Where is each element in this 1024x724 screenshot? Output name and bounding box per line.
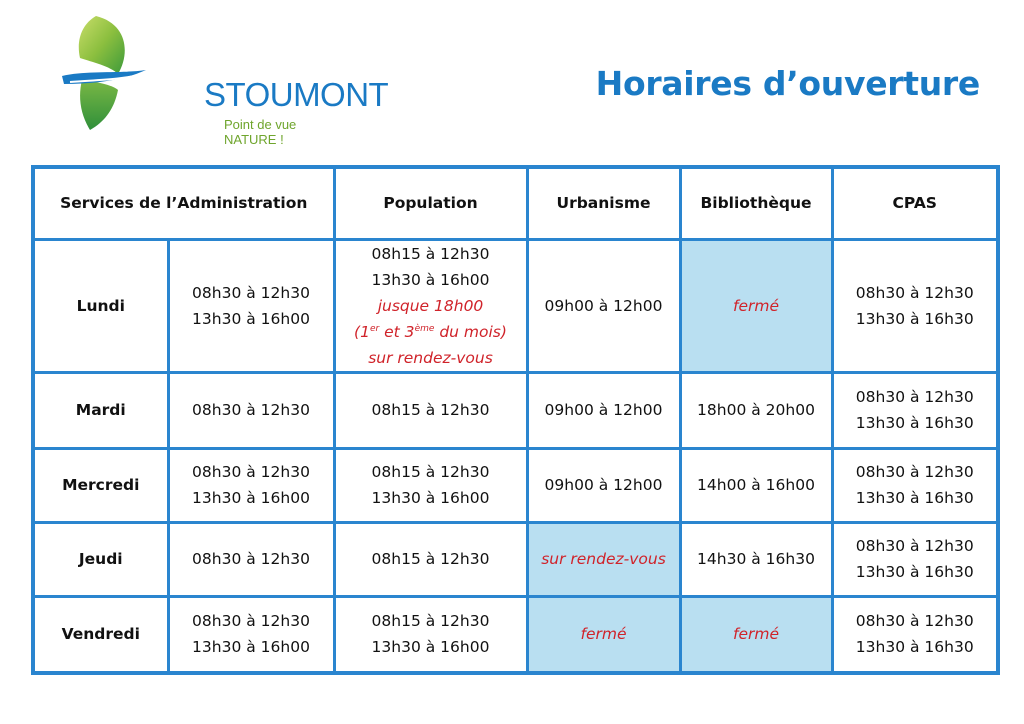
hours-line: 08h30 à 12h30 <box>192 550 310 568</box>
hours-line: 13h30 à 16h00 <box>192 489 310 507</box>
bibliotheque-hours <box>680 522 832 596</box>
cpas-hours <box>832 596 996 671</box>
administration-hours <box>168 596 334 671</box>
hours-line: 09h00 à 12h00 <box>544 401 663 419</box>
closed-label: fermé <box>732 625 779 644</box>
urbanisme-hours <box>527 239 680 372</box>
logo-wordmark: STOUMONT <box>204 76 389 113</box>
hours-line: 13h30 à 16h00 <box>371 489 490 507</box>
hours-line: 13h30 à 16h30 <box>855 563 974 581</box>
hours-line: 08h30 à 12h30 <box>855 612 974 631</box>
bibliotheque-hours <box>680 448 832 522</box>
urbanisme-hours <box>527 596 680 671</box>
hours-line: 08h30 à 12h30 <box>192 401 310 419</box>
hours-line: 08h30 à 12h30 <box>192 463 310 481</box>
table-row <box>35 522 996 596</box>
hours-line: 08h30 à 12h30 <box>855 537 974 555</box>
bibliotheque-hours <box>680 372 832 448</box>
urbanisme-hours <box>527 448 680 522</box>
urbanisme-hours <box>527 372 680 448</box>
ordinal-suffix: er <box>369 323 380 334</box>
day-label: Lundi <box>35 239 168 372</box>
bibliotheque-hours <box>680 596 832 671</box>
header-row <box>35 169 996 239</box>
table-row <box>35 448 996 522</box>
closed-label: fermé <box>580 625 627 644</box>
header-urbanisme: Urbanisme <box>527 169 680 239</box>
header-bibliotheque: Bibliothèque <box>680 169 832 239</box>
cpas-hours <box>832 522 996 596</box>
population-hours <box>334 239 527 372</box>
hours-line: 13h30 à 16h00 <box>371 638 490 657</box>
population-hours <box>334 372 527 448</box>
population-hours <box>334 448 527 522</box>
page-title: Horaires d’ouverture <box>595 64 980 103</box>
hours-line: 14h00 à 16h00 <box>697 476 815 494</box>
hours-line: 08h15 à 12h30 <box>371 463 490 481</box>
header-population: Population <box>334 169 527 239</box>
note-text: et 3 <box>379 322 415 341</box>
header-administration: Services de l’Administration <box>35 169 334 239</box>
population-hours <box>334 596 527 671</box>
hours-line: 08h15 à 12h30 <box>371 401 490 419</box>
ordinal-suffix: ème <box>414 323 435 334</box>
administration-hours <box>168 522 334 596</box>
logo-slogan: Point de vue NATURE ! <box>224 117 297 147</box>
hours-line: 14h30 à 16h30 <box>697 550 815 568</box>
administration-hours <box>168 448 334 522</box>
population-note-line <box>336 319 526 345</box>
table-row <box>35 372 996 448</box>
hours-line: 08h30 à 12h30 <box>192 283 310 302</box>
hours-line: 13h30 à 16h30 <box>855 414 974 432</box>
population-hours <box>334 522 527 596</box>
day-label: Vendredi <box>35 596 168 671</box>
hours-line: 13h30 à 16h30 <box>855 489 974 507</box>
table-row <box>35 239 996 372</box>
administration-hours <box>168 239 334 372</box>
day-label: Jeudi <box>35 522 168 596</box>
bibliotheque-hours <box>680 239 832 372</box>
closed-label: fermé <box>732 296 779 315</box>
cpas-hours <box>832 372 996 448</box>
hours-line: 13h30 à 16h30 <box>855 638 974 657</box>
urbanisme-hours <box>527 522 680 596</box>
population-note-line: jusque 18h00 <box>377 296 484 315</box>
hours-line: 08h30 à 12h30 <box>855 388 974 406</box>
administration-hours <box>168 372 334 448</box>
day-label: Mercredi <box>35 448 168 522</box>
hours-line: 09h00 à 12h00 <box>544 296 663 315</box>
hours-line: 08h30 à 12h30 <box>192 612 310 631</box>
hours-line: 18h00 à 20h00 <box>697 401 815 419</box>
hours-line: 08h15 à 12h30 <box>371 550 490 568</box>
cpas-hours <box>832 239 996 372</box>
hours-line: 13h30 à 16h00 <box>192 638 310 657</box>
table-row <box>35 596 996 671</box>
hours-line: 08h30 à 12h30 <box>855 463 974 481</box>
note-text: (1 <box>354 322 370 341</box>
hours-line: 08h30 à 12h30 <box>855 283 974 302</box>
leaf-logo-icon <box>58 14 148 134</box>
cpas-hours <box>832 448 996 522</box>
hours-line: 13h30 à 16h00 <box>371 270 490 289</box>
hours-line: 13h30 à 16h00 <box>192 309 310 328</box>
opening-hours-table <box>35 169 996 671</box>
population-note-line: sur rendez-vous <box>368 348 493 367</box>
hours-line: 09h00 à 12h00 <box>544 476 663 494</box>
hours-line: 08h15 à 12h30 <box>371 244 490 263</box>
day-label: Mardi <box>35 372 168 448</box>
hours-line: 13h30 à 16h30 <box>855 309 974 328</box>
stoumont-logo <box>58 14 389 147</box>
appointment-label: sur rendez-vous <box>541 550 666 568</box>
note-text: du mois) <box>434 322 507 341</box>
hours-line: 08h15 à 12h30 <box>371 612 490 631</box>
header-cpas: CPAS <box>832 169 996 239</box>
